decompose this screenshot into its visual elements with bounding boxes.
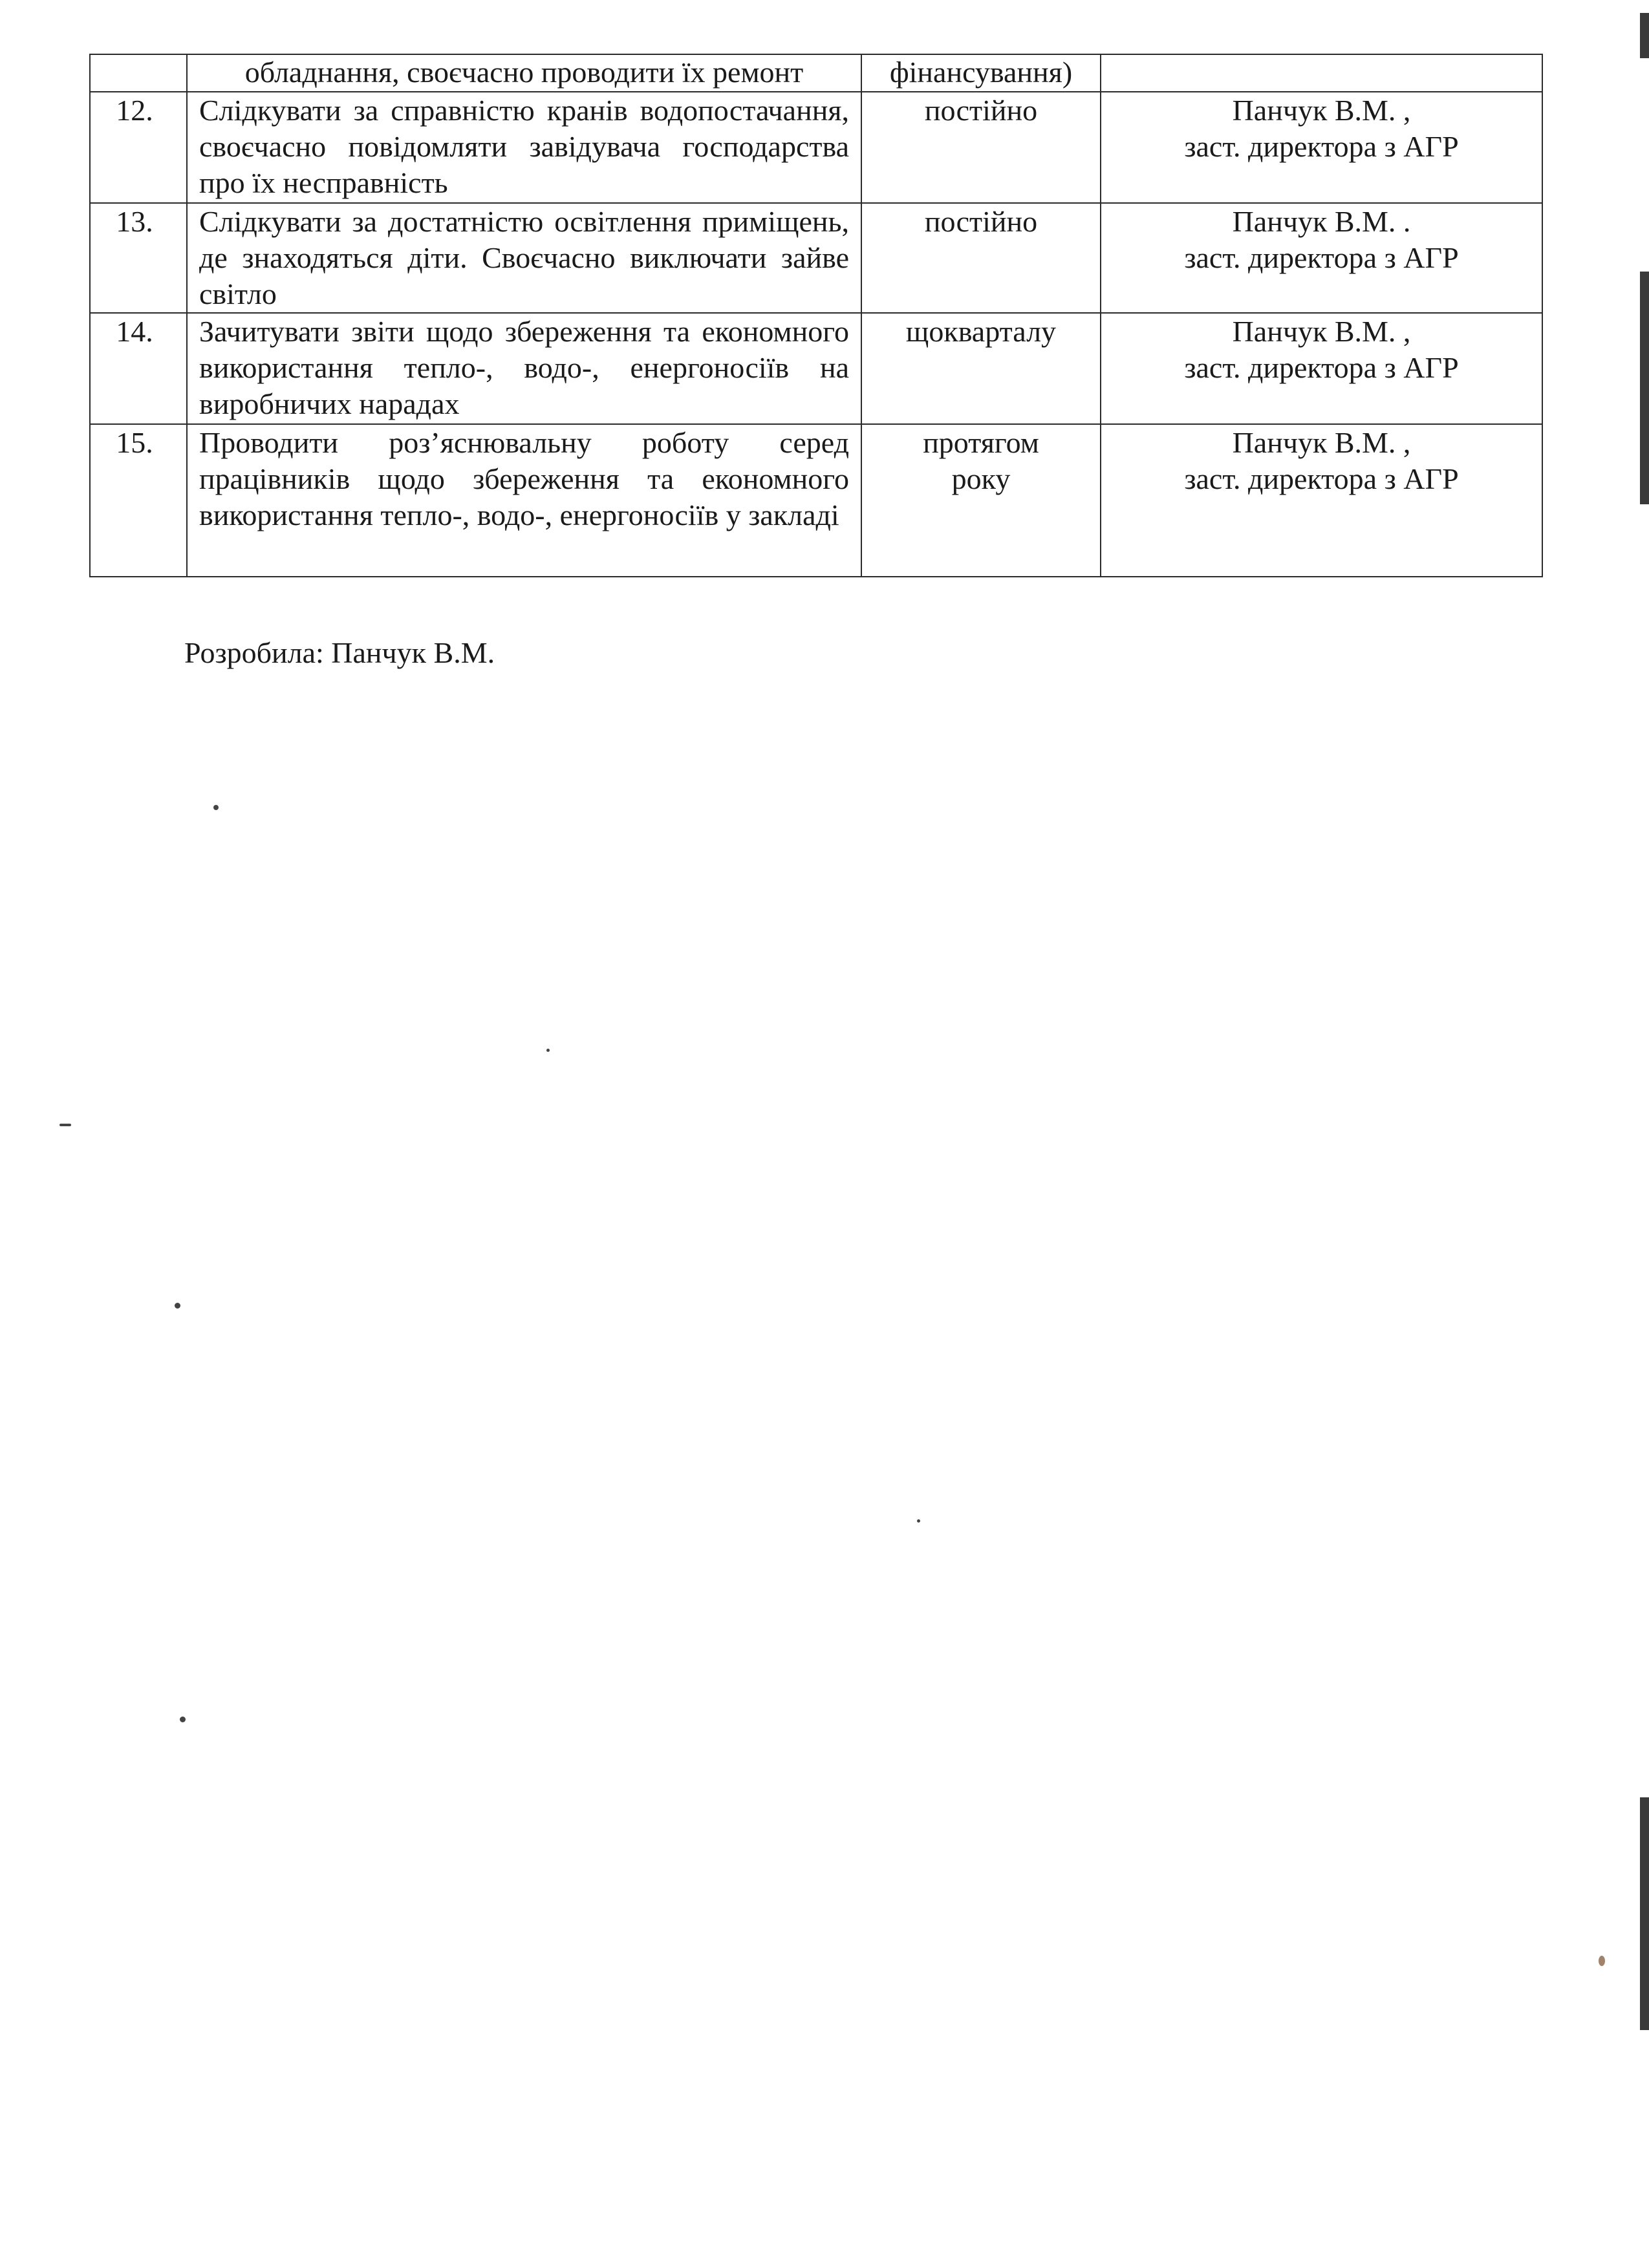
action-plan-table bbox=[89, 54, 1543, 577]
scan-speck bbox=[213, 805, 219, 810]
term-line: постійно bbox=[924, 205, 1038, 238]
cell-term: фінансування) bbox=[861, 54, 1101, 92]
table-row bbox=[90, 313, 1542, 424]
term-line: постійно bbox=[924, 94, 1038, 127]
cell-term bbox=[861, 313, 1101, 424]
scan-speck bbox=[917, 1519, 920, 1523]
term-line: щокварталу bbox=[905, 315, 1057, 348]
cell-task: Зачитувати звіти щодо збереження та економного використання тепло-, водо-, енергоносіїв на виробничих нарадах bbox=[187, 313, 861, 424]
scan-edge-mark bbox=[1640, 1797, 1649, 2030]
cell-number: 14. bbox=[90, 313, 187, 424]
scan-speck bbox=[180, 1717, 186, 1722]
table-row bbox=[90, 203, 1542, 313]
term-line: року bbox=[951, 462, 1011, 495]
responsible-name: Панчук В.М. , bbox=[1232, 94, 1411, 127]
cell-task: обладнання, своєчасно проводити їх ремонт bbox=[187, 54, 861, 92]
cell-task: Слідкувати за достатністю освітлення приміщень, де знаходяться діти. Своєчасно виключати зайве світло bbox=[187, 203, 861, 313]
cell-number: 15. bbox=[90, 424, 187, 577]
cell-term bbox=[861, 424, 1101, 577]
responsible-name: Панчук В.М. , bbox=[1232, 315, 1411, 348]
cell-responsible bbox=[1101, 313, 1542, 424]
cell-number: 12. bbox=[90, 92, 187, 203]
cell-number: 13. bbox=[90, 203, 187, 313]
cell-term bbox=[861, 92, 1101, 203]
responsible-position: заст. директора з АГР bbox=[1184, 241, 1459, 274]
responsible-position: заст. директора з АГР bbox=[1184, 351, 1459, 384]
cell-responsible bbox=[1101, 54, 1542, 92]
responsible-name: Панчук В.М. . bbox=[1232, 205, 1411, 238]
developed-by-signature-line: Розробила: Панчук В.М. bbox=[184, 636, 495, 669]
scan-speck bbox=[1599, 1956, 1605, 1966]
responsible-position: заст. директора з АГР bbox=[1184, 130, 1459, 163]
cell-number bbox=[90, 54, 187, 92]
table-row-continuation bbox=[90, 54, 1542, 92]
scan-edge-mark bbox=[1640, 13, 1649, 58]
cell-task: Слідкувати за справністю кранів водопостачання, своєчасно повідомляти завідувача господарства про їх несправність bbox=[187, 92, 861, 203]
cell-term bbox=[861, 203, 1101, 313]
term-line: протягом bbox=[923, 426, 1039, 459]
cell-responsible bbox=[1101, 203, 1542, 313]
cell-responsible bbox=[1101, 92, 1542, 203]
table-row bbox=[90, 424, 1542, 577]
table-row bbox=[90, 92, 1542, 203]
scan-speck bbox=[59, 1124, 71, 1126]
cell-responsible bbox=[1101, 424, 1542, 577]
scan-speck bbox=[175, 1303, 180, 1309]
scan-speck bbox=[546, 1049, 550, 1052]
responsible-position: заст. директора з АГР bbox=[1184, 462, 1459, 495]
scan-edge-mark bbox=[1640, 272, 1649, 504]
responsible-name: Панчук В.М. , bbox=[1232, 426, 1411, 459]
cell-task: Проводити роз’яснювальну роботу серед працівників щодо збереження та економного використання тепло-, водо-, енергоносіїв у закладі bbox=[187, 424, 861, 577]
